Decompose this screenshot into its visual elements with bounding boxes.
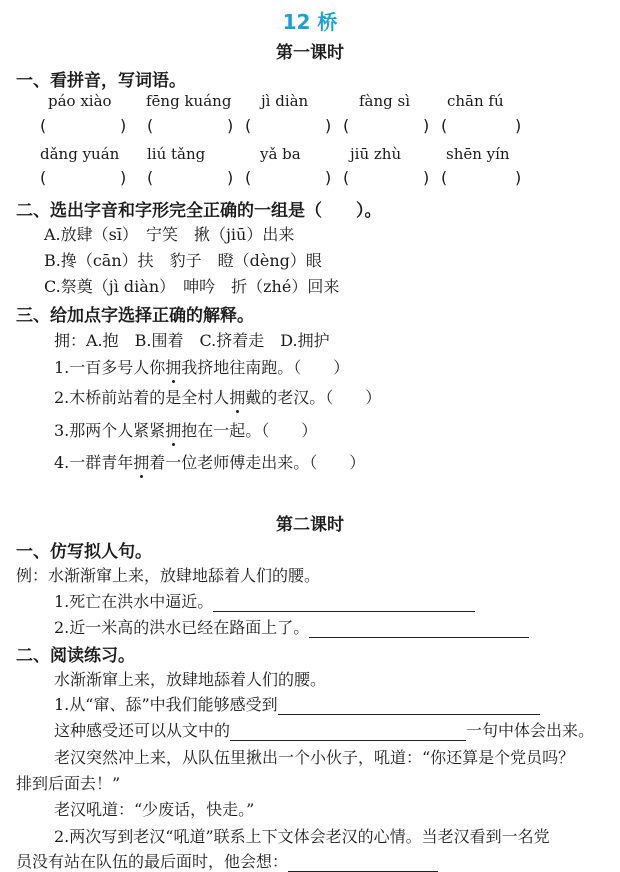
- pinyin-item: páo xiào: [48, 92, 112, 110]
- passage: 排到后面去！”: [16, 774, 121, 793]
- answer-blank[interactable]: [288, 853, 438, 872]
- pinyin-item: jì diàn: [261, 92, 309, 110]
- answer-paren-close: ): [227, 116, 234, 135]
- passage: 水渐渐窜上来，放肆地舔着人们的腰。: [54, 670, 327, 689]
- answer-paren-open: (: [245, 168, 252, 187]
- answer-blank[interactable]: [213, 593, 475, 612]
- answer-paren-close: ): [423, 116, 430, 135]
- question-item: 3.那两个人紧紧拥抱在一起。（ ）: [54, 421, 318, 440]
- reading-question: 1.从“窜、舔”中我们能够感受到: [54, 692, 540, 715]
- answer-paren-open: (: [147, 168, 154, 187]
- pinyin-item: shēn yín: [446, 145, 510, 163]
- answer-paren-close: ): [423, 168, 430, 187]
- answer-blank[interactable]: [278, 696, 540, 715]
- answer-blank[interactable]: [230, 722, 466, 741]
- rewrite-item: 2.近一米高的洪水已经在路面上了。: [54, 615, 529, 638]
- question-item: 4.一群青年拥着一位老师傅走出来。（ ）: [54, 453, 366, 472]
- pinyin-item: fàng sì: [359, 92, 411, 110]
- answer-paren-open: (: [245, 116, 252, 135]
- pinyin-item: dǎng yuán: [40, 145, 120, 163]
- answer-paren-close: ): [325, 168, 332, 187]
- question-item: 2.木桥前站着的是全村人拥戴的老汉。（ ）: [54, 388, 382, 407]
- answer-paren-close: ): [120, 116, 127, 135]
- pinyin-item: liú tǎng: [147, 145, 206, 163]
- option-c: C.祭奠（jì diàn） 呻吟 折（zhé）回来: [44, 277, 340, 296]
- answer-paren-open: (: [40, 116, 47, 135]
- answer-paren-open: (: [147, 116, 154, 135]
- answer-paren-close: ): [120, 168, 127, 187]
- reading-question: 这种感受还可以从文中的 一句中体会出来。: [54, 721, 595, 740]
- answer-paren-open: (: [441, 168, 448, 187]
- example-sentence: 例：水渐渐窜上来，放肆地舔着人们的腰。: [16, 566, 321, 585]
- section1-heading: 一、仿写拟人句。: [16, 542, 152, 562]
- answer-paren-open: (: [343, 116, 350, 135]
- section2-heading: 二、选出字音和字形完全正确的一组是（ ）。: [16, 201, 382, 221]
- definitions: 拥：A.抱 B.围着 C.挤着走 D.拥护: [54, 331, 330, 350]
- section1-heading: 一、看拼音，写词语。: [16, 71, 186, 91]
- answer-blank[interactable]: [309, 619, 529, 638]
- question-item: 1.一百多号人你拥我挤地往南跑。（ ）: [54, 358, 350, 377]
- answer-paren-open: (: [441, 116, 448, 135]
- section2-heading: 二、阅读练习。: [16, 646, 135, 666]
- option-a: A.放肆（sī） 宁笑 揪（jiū）出来: [44, 225, 295, 244]
- pinyin-item: yǎ ba: [260, 145, 301, 163]
- passage: 老汉吼道：“少废话，快走。”: [54, 800, 255, 819]
- answer-paren-close: ): [227, 168, 234, 187]
- pinyin-item: chān fú: [447, 92, 504, 110]
- page-title: 12 桥: [282, 10, 338, 34]
- answer-paren-close: ): [515, 116, 522, 135]
- section3-heading: 三、给加点字选择正确的解释。: [16, 306, 254, 326]
- answer-paren-open: (: [343, 168, 350, 187]
- option-b: B.搀（cān）扶 豹子 瞪（dèng）眼: [44, 251, 322, 270]
- dotted-char: 拥: [165, 358, 182, 377]
- reading-question: 2.两次写到老汉“吼道”联系上下文体会老汉的心情。当老汉看到一名党: [54, 827, 550, 846]
- rewrite-item: 1.死亡在洪水中逼近。: [54, 589, 475, 612]
- lesson2-heading: 第二课时: [276, 515, 344, 535]
- pinyin-item: jiū zhù: [350, 145, 402, 163]
- answer-paren-close: ): [325, 116, 332, 135]
- answer-paren-close: ): [515, 168, 522, 187]
- pinyin-item: fēng kuáng: [146, 92, 232, 110]
- dotted-char: 拥: [165, 421, 182, 440]
- dotted-char: 拥: [229, 388, 246, 407]
- dotted-char: 拥: [133, 453, 150, 472]
- passage: 老汉突然冲上来，从队伍里揪出一个小伙子，吼道：“你还算是个党员吗？: [54, 748, 575, 767]
- reading-question: 员没有站在队伍的最后面时，他会想：: [16, 849, 438, 872]
- lesson1-heading: 第一课时: [276, 43, 344, 63]
- answer-paren-open: (: [40, 168, 47, 187]
